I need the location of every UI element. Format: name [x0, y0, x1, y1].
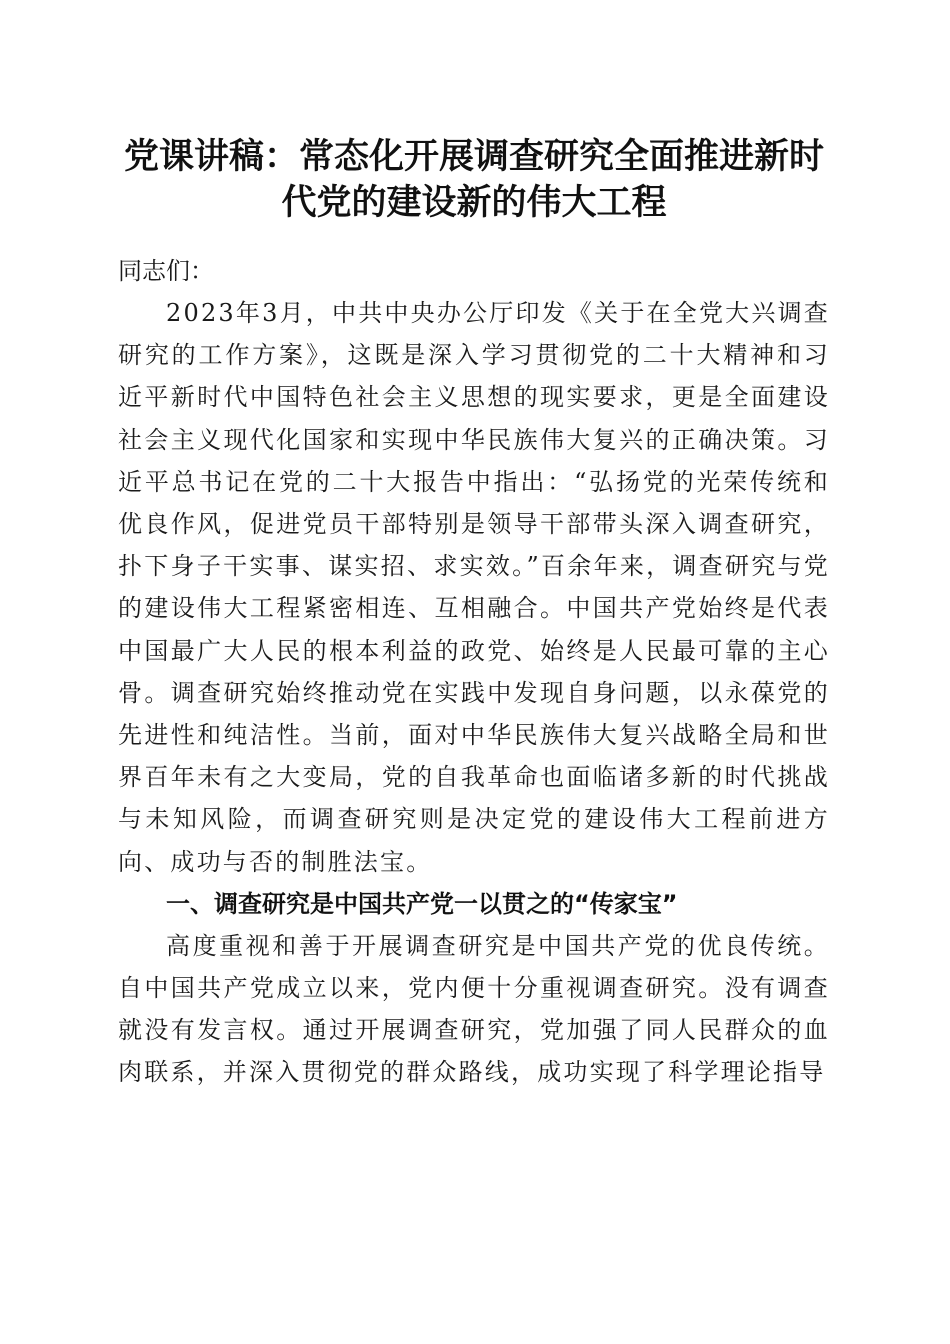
- section-heading-1: 一、调查研究是中国共产党一以贯之的“传家宝”: [166, 889, 678, 918]
- paragraph-intro: 2023年3月，中共中央办公厅印发《关于在全党大兴调查研究的工作方案》，这既是深入学习贯彻党的二十大精神和习近平新时代中国特色社会主义思想的现实要求，更是全面建设社会主义现代化国家和实现中华民族伟大复兴的正确决策。习近平总书记在党的二十大报告中指出：“弘扬党的光荣传统和优良作风，促进党员干部特别是领导干部带头深入调查研究，扑下身子干实事、谋实招、求实效。”百余年来，调查研究与党的建设伟大工程紧密相连、互相融合。中国共产党始终是代表中国最广大人民的根本利益的政党、始终是人民最可靠的主心骨。调查研究始终推动党在实践中发现自身问题，以永葆党的先进性和纯洁性。当前，面对中华民族伟大复兴战略全局和世界百年未有之大变局，党的自我革命也面临诸多新的时代挑战与未知风险，而调查研究则是决定党的建设伟大工程前进方向、成功与否的制胜法宝。: [118, 299, 830, 876]
- title-line-1: 党课讲稿：常态化开展调查研究全面推进新时: [123, 136, 824, 177]
- document-title: [118, 134, 830, 226]
- title-line-2: 代党的建设新的伟大工程: [281, 182, 667, 223]
- paragraph-section-1: 高度重视和善于开展调查研究是中国共产党的优良传统。自中国共产党成立以来，党内便十分重视调查研究。没有调查就没有发言权。通过开展调查研究，党加强了同人民群众的血肉联系，并深入贯彻党的群众路线，成功实现了科学理论指导: [118, 931, 830, 1087]
- document-body: [118, 250, 830, 1094]
- salutation: 同志们：: [118, 257, 214, 285]
